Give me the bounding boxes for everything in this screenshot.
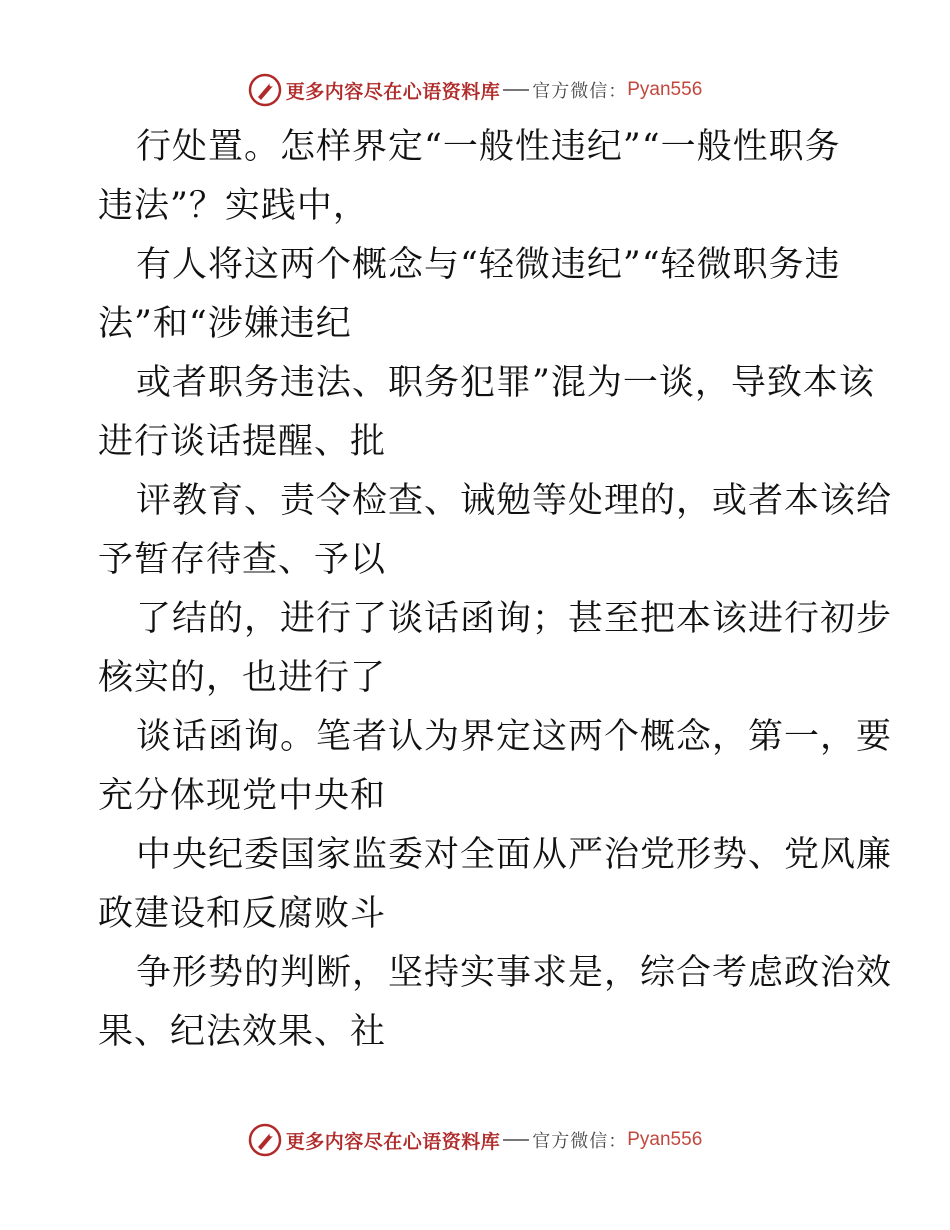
separator-dash [503,89,529,91]
footer-banner [0,1120,950,1160]
body-line: 法”和“涉嫌违纪 [98,304,352,344]
promo-text: 更多内容尽在心语资料库 [285,80,501,103]
document-body [98,118,893,1062]
pen-nib-logo-icon [248,73,282,107]
body-line: 违法”？实践中， [98,186,369,226]
body-line: 予暂存待查、予以 [98,540,387,580]
body-line: 中央纪委国家监委对全面从严治党形势、党风廉 [136,835,893,875]
body-line: 评教育、责令检查、诫勉等处理的，或者本该给 [136,481,893,521]
body-line: 了结的，进行了谈话函询；甚至把本该进行初步 [136,599,893,639]
body-line: 核实的，也进行了 [98,658,387,698]
wechat-label: 官方微信： [532,1131,628,1152]
body-line: 有人将这两个概念与“轻微违纪”“轻微职务违 [136,245,841,285]
body-line: 政建设和反腐败斗 [98,894,387,934]
body-line: 争形势的判断，坚持实事求是，综合考虑政治效 [136,953,893,993]
wechat-id: Pyan556 [627,1129,703,1150]
wechat-id: Pyan556 [627,79,703,100]
body-line: 或者职务违法、职务犯罪”混为一谈，导致本该 [136,363,875,403]
body-line: 果、纪法效果、社 [98,1012,387,1052]
header-banner [0,70,950,110]
body-line: 行处置。怎样界定“一般性违纪”“一般性职务 [136,127,841,167]
separator-dash [503,1139,529,1141]
body-line: 进行谈话提醒、批 [98,422,387,462]
body-line: 谈话函询。笔者认为界定这两个概念，第一，要 [136,717,893,757]
body-line: 充分体现党中央和 [98,776,387,816]
promo-text: 更多内容尽在心语资料库 [285,1130,501,1153]
wechat-label: 官方微信： [532,81,628,102]
pen-nib-logo-icon [248,1123,282,1157]
